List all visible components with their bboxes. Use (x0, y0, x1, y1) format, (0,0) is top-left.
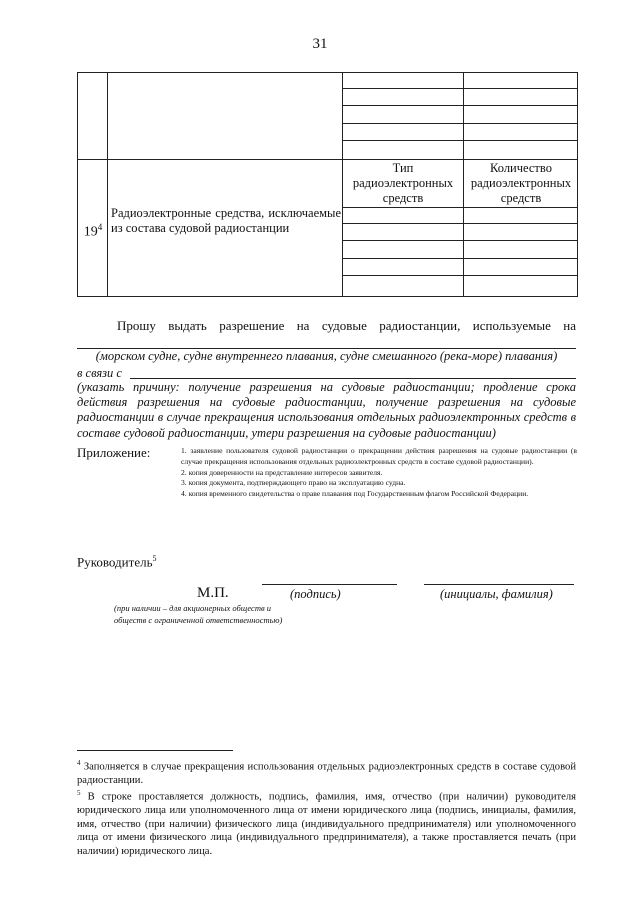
reason-line (130, 378, 576, 379)
attachment-item: 4. копия временного свидетельства о праве плавания под Государственным флагом Российской Федерации. (181, 489, 529, 499)
page-number: 31 (312, 36, 328, 52)
signature-caption: (подпись) (290, 587, 341, 601)
attachment-label: Приложение: (77, 445, 151, 460)
head-label: Руководитель$^5$ (77, 554, 157, 570)
attachment-item: 1. заявление пользователя судовой радиостанции о прекращении действия разрешения на судовые радиостанции (в случае прекращения использования отдельных радиоэлектронных средств в составе судовой радиостанции). (181, 446, 577, 466)
attachment-item: 3. копия документа, подтверждающего право на эксплуатацию судна. (181, 478, 406, 488)
reason-caption: (указать причину: получение разрешения на судовые радиостанции; продление срока действия разрешения на судовые радиостанции, получение разрешения на судовые радиостанции в случае прекращения использования отдельных радиоэлектронных средств в составе судовой радиостанции, утери разрешения на судовые радиостанции) (77, 380, 576, 440)
row-description: Радиоэлектронные средства, исключаемые из состава судовой радиостанции (111, 206, 341, 235)
request-text: Прошу выдать разрешение на судовые радиостанции, используемые на (117, 318, 576, 333)
footnote-4: $^4$ Заполняется в случае прекращения использования отдельных радиоэлектронных средств в составе судовой радиостанции. (77, 759, 576, 786)
col-qty-header: Количество радиоэлектронных средств (470, 161, 572, 205)
name-caption: (инициалы, фамилия) (440, 587, 553, 601)
radio-equipment-table (77, 72, 578, 297)
footnote-5: $^5$ В строке проставляется должность, подпись, фамилия, имя, отчество (при наличии) руководителя юридического лица или уполномоченного лица от имени юридического лица (подпись, инициалы, фамилия, имя, отчество (при наличии) физического лица (индивидуального предпринимателя) или уполномоченного лица от имени физического лица (индивидуального предпринимателя), а также проставляется печать (при наличии) юридического лица. (77, 789, 576, 857)
col-type-header: Тип радиоэлектронных средств (352, 161, 454, 205)
name-line (424, 584, 574, 585)
stamp-place: М.П. (197, 585, 229, 601)
row-number: $19^4$ (83, 222, 103, 240)
attachment-item: 2. копия доверенности на представление интересов заявителя. (181, 467, 383, 477)
vessel-caption: (морском судне, судне внутреннего плавания, судне смешанного (река-море) плавания) (95, 349, 558, 363)
attachment-list (181, 446, 577, 500)
footnote-separator (77, 750, 233, 751)
reason-lead: в связи с (77, 366, 122, 380)
stamp-note: (при наличии – для акционерных обществ и обществ с ограниченной ответственностью) (114, 603, 283, 625)
signature-line (262, 584, 397, 585)
footnotes (77, 757, 576, 858)
